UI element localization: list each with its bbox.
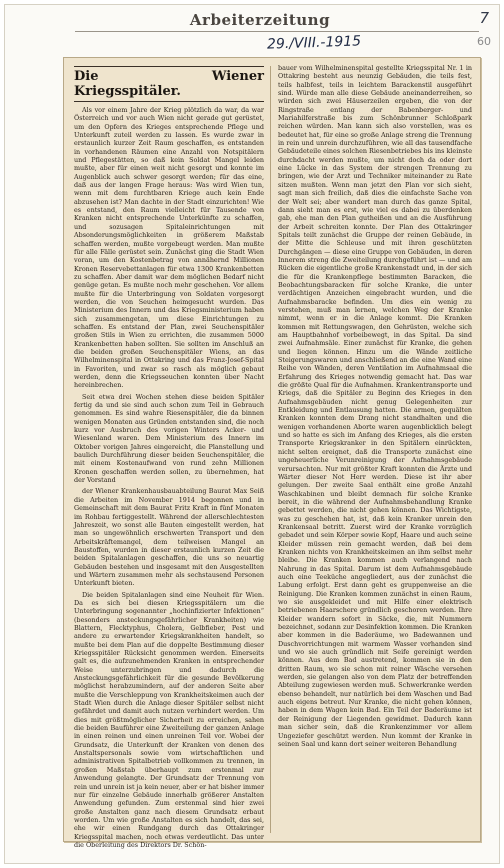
newspaper-masthead: Arbeiterzeitung <box>189 11 331 29</box>
masthead-rule <box>75 31 479 32</box>
article-headline: Die Wiener Kriegsspitäler. <box>74 69 264 99</box>
headline-rule-box <box>74 66 264 102</box>
handwritten-date: 29./VIII.-1915 <box>266 33 362 53</box>
handwritten-page-number: 7 <box>479 9 489 27</box>
article-column-right <box>278 64 472 835</box>
article-column-left <box>74 64 265 849</box>
column-divider <box>270 66 271 833</box>
article-paragraph: bauer vom Wilhelminenspital gestellte Kriegsspital Nr. 1 in Ottakring besteht aus neunzig Gebäuden, die teils fest, teils halbfest, teils in leichtem Barackenstil ausgeführt sind. Würde man alle diese Gebäude aneinanderreihen, so würden sich zwei Häuserzeilen ergeben, die von der Ringstraße entlang der Babenberger- und Mariahilferstraße bis zum Schönbrunner Schloßpark reichen würden. Man kann sich also vorstellen, was es bedeutet hat, für eine so große Anlage streng die Trennung in rein und unrein durchzuführen, wie all das tausendfache Gebäudeteile eines solchen Riesenbetriebes bis ins kleinste durchdacht werden mußte, um nicht doch da oder dort eine Lücke in das System der strengen Trennung zu bringen, wie der Arzt und Techniker miteinander zu Rate sitzen mußten. Wenn man jetzt den Plan vor sich sieht, sagt man sich freilich, daß dies die einfachste Sache von der Welt sei; aber wandert man durch das ganze Spital, dann sieht man es erst, wie viel es dabei zu überdenken gab, ehe man den Plan gutheißen und an die Ausführung der Arbeit schreiten konnte. Der Plan des Ottakringer Spitals teilt zunächst die Gruppe der reinen Gebäude, in der Mitte die Schleuse und mit ihren geschützten Durchgängen — diese eine Gruppe von Gebäuden, in deren Innerem streng die Zweiteilung durchgeführt ist — und am Rücken die eigentliche große Krankenstadt und, in der sich die für die Krankenpflege bestimmten Baracken, die Beobachtungsbaracken für solche Kranke, die unter verdächtigen Anzeichen eingebracht wurden, und die Aufnahmsbaracke befinden. Um dies ein wenig zu verstehen, muß man lernen, welchen Weg der Kranke nimmt, wenn er in die Anlage kommt. Die Kranken kommen mit Rettungswagen, den Gehrüsten, welche sich am Hauptbahnhof vorbeibewegt, in das Spital. Da sind zwei Aufnahmsäle. Einer zunächst für Kranke, die gehen und liegen können. Hinzu um die Wände zeitliche Steigerungswaren und anschließend an die eine Wand eine Reihe von Wänden, deren Ventilation im Aufnahmsaal die Erfahrung des Krieges notwendig gemacht hat. Das war die größte Qual für die Aufnahmen. Krankentransporte und Kriegs, daß die Spitäler zu Beginn des Krieges in den Aufnahmsgebäuden nicht genug Gelegenheiten zur Entkleidung und Entlausung hatten. Die armen, gequälten Kranken konnten dem Drang nicht standhalten und die wenigen vorhandenen Aborte waren augenblicklich belegt und so hatte es sich im Anfang des Krieges, als die ersten Transporte Kriegskranker in den Spitälern einrückten, nicht selten ereignet, daß die Transporte zunächst eine ungeheuerliche Verunreinigung der Aufnahmsgebäude verursachten. Nur mit größter Kraft konnten die Ärzte und Wärter dieser Not Herr werden. Diese ist ihr aber gelungen. Der zweite Saal enthält eine große Anzahl Waschkabinen und bleibt demnach für solche Kranke bereit, in die während der Aufnahmsbehandlung Kranke gebettet werden, die nicht gehen können. Das Wichtigste, was zu geschehen hat, ist, daß kein Kranker unrein den Krankensaal betritt. Zuerst wird der Kranke vorzüglich gebadet und sein Körper sowie Kopf, Haare und auch seine Kleider müssen rein gemacht werden, daß bei dem Kranken nichts von Krankheitskeimen an ihm selbst mehr bleibe. Die Kranken kommen auch verlangend nach Nahrung in das Spital. Darum ist dem Aufnahmsgebäude auch eine Teeküche angegliedert, aus der zunächst die Labung erfolgt. Erst dann geht es gruppenweise an die Reinigung. Die Kranken kommen zunächst in einen Raum, wo sie ausgekleidet und mit Hilfe einer elektrisch betriebenen Haarschere gründlich geschoren werden. Ihre Kleider wandern sofort in Säcke, die, mit Nummern bezeichnet, sodann zur Desinfektion kommen. Die Kranken aber kommen in die Baderäume, wo Badewannen und Duschvorrichtungen mit warmem Wasser vorhanden sind und wo sie auch gründlich mit Seife gereinigt werden können. Aus dem Bad austretend, kommen sie in den dritten Raum, wo sie schon mit reiner Wäsche versehen werden, sie gelangen also von dem Platz der betreffenden Abteilung zugewiesen werden muß. Schwerkranke werden ebenso behandelt, nur natürlich bei dem Waschen und Bad auch eigens betreut. Nur Kranke, die nicht gehen können, haben in dem Wagen kein Bad. Ein Teil der Baderäume ist der Reinigung der Liegenden gewidmet. Dadurch kann man sicher sein, daß die Krankenzimmer vor allem Ungeziefer geschützt werden. Nun kommt der Kranke in seinen Saal und kann dort seiner weiteren Behandlung <box>278 64 472 748</box>
newspaper-clipping <box>63 57 481 849</box>
article-paragraph: Als vor einem Jahre der Krieg plötzlich da war, da war Österreich und vor auch Wien nicht gerade gut gerüstet, um den Opfern des Krieges entsprechende Pflege und Unterkunft zuteil werden zu lassen. Es wurde zwar in erstaunlich kurzer Zeit Raum geschaffen, es entstanden in vorhandenen Räumen eine Anzahl von Notspitälern und Pflegestätten, so daß kein Soldat Mangel leiden mußte, aber für einen weit nicht gesorgt und konnte im Augenblick auch schwer gesorgt werden; für das eine, daß aus der langen Frage heraus: Was wird Wien tun, wenn mit dem furchtbaren Kriege auch kein Ende abzusehen ist? Man dachte in der Stadt einzurichten! Wie es entstand, den Raum vielleicht für Tausende von Kranken nicht entsprechende Unterkünfte zu schaffen, und sozusagen Spitaleinrichtungen mit Absonderungsmöglichkeiten in größerem Maßstab schaffen werden, mußte vorgebeugt werden. Man mußte für alle Fälle gerüstet sein. Zunächst ging die Stadt Wien voran, um den Kostenbetrag von annähernd Millionen Kronen Reservebettanlagen für etwa 1300 Krankenbetten zu schaffen. Aber damit war dem möglichen Bedarf nicht genüge getan. Es mußte noch mehr geschehen. Vor allem mußte für die Unterbringung von Soldaten vorgesorgt werden, die von Seuchen heimgesucht wurden. Das Ministerium des Innern und das Kriegsministerium haben sich zusammengetan, um diese Einrichtungen zu schaffen. Es entstand der Plan, zwei Seuchenspitäler großen Stils in Wien zu errichten, die zusammen 5000 Krankenbetten haben sollten. Sie sollten im Anschluß an die beiden großen Seuchenspitäler Wiens, an das Wilhelminenspital in Ottakring und das Franz-Josef-Spital in Favoriten, und zwar so rasch als möglich gebaut werden, denn die Kriegsseuchen konnten über Nacht hereinbrechen. <box>74 106 264 390</box>
article-paragraph: Seit etwa drei Wochen stehen diese beiden Spitäler fertig da und sie sind auch schon zum Teil in Gebrauch genommen. Es sind wahre Riesenspitäler, die da binnen wenigen Monaten aus Gründen entstanden sind, die noch kurz vor Ausbruch des vorigen Winters Acker- und Wiesenland waren. Dem Ministerium des Innern im Oktober vorigen Jahres eingereicht, die Planstellung und baulich Durchführung dieser beiden Seuchenspitäler, die mit einem Kostenaufwand von rund zehn Millionen Kronen geschaffen werden sollen, zu übernehmen, hat der Vorstand <box>74 392 264 485</box>
corner-pencil-mark: 60 <box>477 35 491 48</box>
archive-page <box>4 4 500 864</box>
article-paragraph: der Wiener Krankenhausbauabteilung Baurat Max Seiß die Arbeiten im November 1914 begonnen und in Gemeinschaft mit dem Baurat Fritz Kraft in fünf Monaten im Rohbau fertiggestellt. Während der allerschlechtesten Jahreszeit, wo sonst alle Bauten eingestellt werden, hat man so ungewöhnlich erschwerten Transport und den Arbeitskräftemangel, dem teilweisen Mangel an Baustoffen, wurden in dieser erstaunlich kurzen Zeit die beiden Spitalanlagen geschaffen, die uns so neuartig Gebäuden bestehen und insgesamt mit den Ausgestellten und Wärtern zusammen mehr als sechstausend Personen Unterkunft bieten. <box>74 487 264 588</box>
article-paragraph: Die beiden Spitalanlagen sind eine Neuheit für Wien. Da es sich bei diesen Kriegsspitälern um die Unterbringung sogenannter „hochinfizierter Infektionen“ (besonders ansteckungsgefährlicher Krankheiten) wie Blattern, Flecktyphus, Cholera, Gelbfieber, Pest und andere zu erwartender Kriegskrankheiten handelt, so mußte bei dem Plan auf die doppelte Bestimmung dieser Kriegsspitäler Rücksicht genommen werden. Einerseits galt es, die aufzunehmenden Kranken in entsprechender Weise unterzubringen und dadurch die Ansteckungsgefährlichkeit für die gesunde Bevölkerung möglichst herabzumindern, auf der anderen Seite aber mußte die Verschleppung von Krankheitskeimen auch der Stadt Wien durch die Anlage dieser Spitäler selbst nicht gefährdet und damit auch nutzen verhindert werden. Um dies mit größtmöglicher Sicherheit zu erreichen, sahen die beiden Bauführer eine Zweiteilung der ganzen Anlage in einen reinen und einen unreinen Teil vor. Wobei der Grundsatz, die Unterkunft der Kranken von denen des Anstaltspersonals sowie vom wirtschaftlichen und administrativen Spitalbetrieb vollkommen zu trennen, in großen Maßstab überhaupt zum erstenmal zur Anwendung gelangte. Der Grundsatz der Trennung von rein und unrein ist ja kein neuer, aber er hat bisher immer nur für einzelne Gebäude innerhalb größerer Anstalten Anwendung gefunden. Zum erstenmal sind hier zwei große Anstalten ganz nach diesem Grundsatz erbaut worden. Um wie große Anstalten es sich handelt, das sei, ehe wir einen Rundgang durch das Ottakringer Kriegsspital machen, noch etwas verdeutlicht. Das unter die Oberleitung des Direktors Dr. Schön- <box>74 590 265 849</box>
